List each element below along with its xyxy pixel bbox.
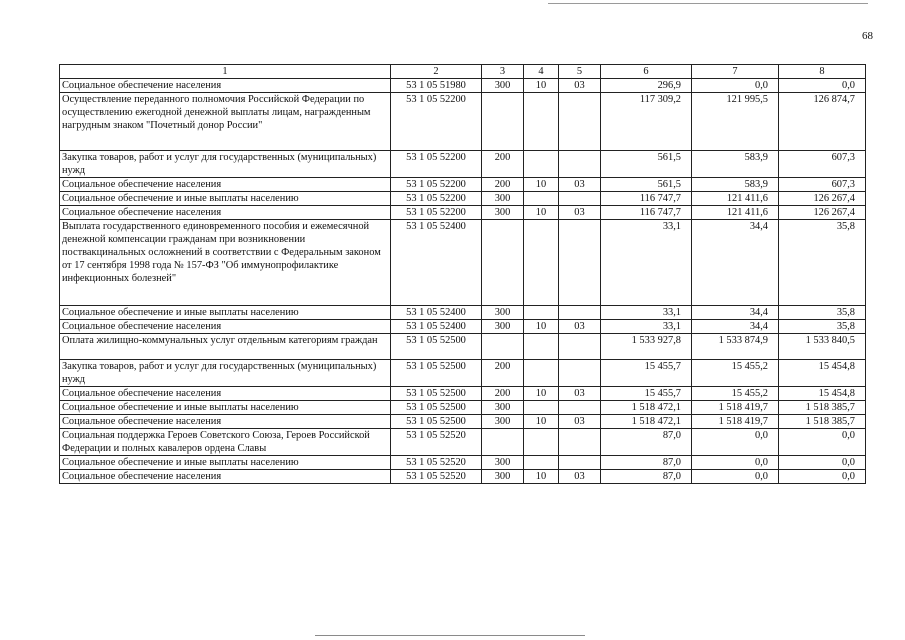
cell-item-name: Социальное обеспечение и иные выплаты населению [60,306,391,320]
cell-expense-type: 300 [482,206,524,220]
cell-target-code: 53 1 05 51980 [391,79,482,93]
table-row [60,206,866,220]
cell-amount-2021: 0,0 [692,429,779,456]
table-row [60,79,866,93]
column-header-3: 3 [482,65,524,79]
cell-section: 10 [524,387,559,401]
cell-expense-type: 300 [482,456,524,470]
cell-subsection: 03 [559,470,601,484]
column-header-4: 4 [524,65,559,79]
cell-amount-2022: 0,0 [779,470,866,484]
cell-target-code: 53 1 05 52200 [391,206,482,220]
cell-target-code: 53 1 05 52200 [391,151,482,178]
cell-section [524,192,559,206]
cell-amount-2021: 121 411,6 [692,192,779,206]
cell-amount-2020: 117 309,2 [601,93,692,151]
table-row [60,456,866,470]
cell-amount-2020: 87,0 [601,456,692,470]
cell-expense-type: 300 [482,192,524,206]
cell-target-code: 53 1 05 52200 [391,93,482,151]
cell-subsection: 03 [559,387,601,401]
cell-item-name: Социальное обеспечение населения [60,320,391,334]
cell-section [524,220,559,306]
cell-amount-2020: 87,0 [601,470,692,484]
column-header-7: 7 [692,65,779,79]
cell-amount-2021: 15 455,2 [692,387,779,401]
cell-target-code: 53 1 05 52400 [391,320,482,334]
cell-amount-2022: 15 454,8 [779,387,866,401]
cell-target-code: 53 1 05 52500 [391,401,482,415]
cell-section [524,334,559,360]
cell-amount-2021: 0,0 [692,456,779,470]
cell-amount-2020: 116 747,7 [601,192,692,206]
cell-amount-2022: 35,8 [779,220,866,306]
cell-amount-2020: 33,1 [601,320,692,334]
cell-target-code: 53 1 05 52400 [391,306,482,320]
cell-amount-2021: 583,9 [692,178,779,192]
cell-section: 10 [524,470,559,484]
cell-amount-2020: 33,1 [601,220,692,306]
cell-amount-2022: 15 454,8 [779,360,866,387]
cell-item-name: Выплата государственного единовременного пособия и ежемесячной денежной компенсации гражданам при возникновении поствакцинальных осложнений в соответствии с Федеральным законом от 17 сентября 1998 года № 157-ФЗ "Об иммунопрофилактике инфекционных болезней" [60,220,391,306]
cell-subsection [559,334,601,360]
cell-expense-type: 200 [482,387,524,401]
cell-expense-type: 300 [482,401,524,415]
cell-section [524,429,559,456]
cell-item-name: Социальное обеспечение населения [60,206,391,220]
cell-amount-2021: 34,4 [692,220,779,306]
cell-subsection: 03 [559,178,601,192]
cell-amount-2020: 561,5 [601,151,692,178]
cell-amount-2020: 1 518 472,1 [601,415,692,429]
table-row [60,220,866,306]
cell-item-name: Социальное обеспечение населения [60,79,391,93]
cell-expense-type [482,220,524,306]
page-number: 68 [862,30,873,42]
cell-item-name: Закупка товаров, работ и услуг для государственных (муниципальных) нужд [60,151,391,178]
cell-expense-type: 300 [482,320,524,334]
cell-amount-2020: 1 518 472,1 [601,401,692,415]
table-row [60,470,866,484]
cell-amount-2022: 35,8 [779,306,866,320]
cell-amount-2021: 121 411,6 [692,206,779,220]
cell-amount-2020: 15 455,7 [601,360,692,387]
cell-amount-2021: 0,0 [692,79,779,93]
cell-subsection [559,360,601,387]
cell-amount-2022: 126 267,4 [779,192,866,206]
cell-amount-2021: 121 995,5 [692,93,779,151]
table-row [60,415,866,429]
cell-target-code: 53 1 05 52400 [391,220,482,306]
cell-amount-2020: 87,0 [601,429,692,456]
cell-target-code: 53 1 05 52520 [391,429,482,456]
column-header-5: 5 [559,65,601,79]
cell-amount-2020: 1 533 927,8 [601,334,692,360]
cell-subsection [559,429,601,456]
cell-item-name: Осуществление переданного полномочия Российской Федерации по осуществлению ежегодной денежной выплаты лицам, награжденным нагрудным знаком "Почетный донор России" [60,93,391,151]
cell-amount-2022: 126 874,7 [779,93,866,151]
cell-item-name: Социальное обеспечение населения [60,470,391,484]
column-header-8: 8 [779,65,866,79]
cell-subsection: 03 [559,415,601,429]
cell-target-code: 53 1 05 52520 [391,456,482,470]
cell-item-name: Социальное обеспечение и иные выплаты населению [60,456,391,470]
cell-target-code: 53 1 05 52500 [391,387,482,401]
cell-subsection [559,93,601,151]
cell-target-code: 53 1 05 52500 [391,334,482,360]
cell-item-name: Социальная поддержка Героев Советского Союза, Героев Российской Федерации и полных кавалеров ордена Славы [60,429,391,456]
cell-expense-type [482,93,524,151]
cell-amount-2022: 0,0 [779,79,866,93]
cell-subsection [559,401,601,415]
cell-subsection: 03 [559,79,601,93]
cell-subsection [559,151,601,178]
cell-amount-2022: 35,8 [779,320,866,334]
cell-subsection [559,192,601,206]
cell-section [524,306,559,320]
cell-section: 10 [524,79,559,93]
cell-expense-type: 200 [482,360,524,387]
cell-expense-type [482,429,524,456]
cell-subsection [559,306,601,320]
table-header-row [60,65,866,79]
cell-item-name: Социальное обеспечение и иные выплаты населению [60,401,391,415]
cell-amount-2021: 1 518 419,7 [692,401,779,415]
cell-item-name: Социальное обеспечение населения [60,178,391,192]
cell-target-code: 53 1 05 52500 [391,360,482,387]
cell-amount-2022: 0,0 [779,429,866,456]
cell-amount-2021: 34,4 [692,320,779,334]
cell-target-code: 53 1 05 52520 [391,470,482,484]
cell-section: 10 [524,415,559,429]
table-row [60,320,866,334]
cell-amount-2022: 126 267,4 [779,206,866,220]
cell-expense-type [482,334,524,360]
column-header-6: 6 [601,65,692,79]
cell-amount-2020: 116 747,7 [601,206,692,220]
table-row [60,178,866,192]
cell-section: 10 [524,178,559,192]
cell-target-code: 53 1 05 52200 [391,178,482,192]
cell-amount-2020: 296,9 [601,79,692,93]
cell-amount-2022: 1 518 385,7 [779,401,866,415]
table-row [60,151,866,178]
cell-subsection: 03 [559,320,601,334]
cell-item-name: Закупка товаров, работ и услуг для государственных (муниципальных) нужд [60,360,391,387]
cell-section [524,456,559,470]
cell-section: 10 [524,320,559,334]
cell-item-name: Социальное обеспечение населения [60,387,391,401]
cell-item-name: Социальное обеспечение и иные выплаты населению [60,192,391,206]
cell-subsection [559,456,601,470]
cell-amount-2020: 561,5 [601,178,692,192]
column-header-2: 2 [391,65,482,79]
cell-amount-2021: 1 533 874,9 [692,334,779,360]
cell-expense-type: 300 [482,306,524,320]
cell-amount-2021: 583,9 [692,151,779,178]
cell-expense-type: 300 [482,79,524,93]
cell-section [524,401,559,415]
table-row [60,93,866,151]
cell-section: 10 [524,206,559,220]
table-row [60,306,866,320]
cell-amount-2020: 33,1 [601,306,692,320]
cell-amount-2021: 0,0 [692,470,779,484]
budget-table [59,64,866,484]
column-header-1: 1 [60,65,391,79]
cell-amount-2022: 0,0 [779,456,866,470]
cell-amount-2021: 15 455,2 [692,360,779,387]
cell-expense-type: 200 [482,178,524,192]
cell-subsection [559,220,601,306]
cell-expense-type: 300 [482,470,524,484]
table-row [60,360,866,387]
cell-subsection: 03 [559,206,601,220]
bottom-rule [315,635,585,636]
cell-section [524,360,559,387]
cell-item-name: Оплата жилищно-коммунальных услуг отдельным категориям граждан [60,334,391,360]
cell-section [524,93,559,151]
cell-amount-2021: 1 518 419,7 [692,415,779,429]
cell-amount-2022: 1 518 385,7 [779,415,866,429]
table-row [60,192,866,206]
table-row [60,334,866,360]
cell-item-name: Социальное обеспечение населения [60,415,391,429]
cell-section [524,151,559,178]
cell-target-code: 53 1 05 52200 [391,192,482,206]
cell-target-code: 53 1 05 52500 [391,415,482,429]
table-row [60,387,866,401]
cell-expense-type: 300 [482,415,524,429]
cell-amount-2022: 607,3 [779,151,866,178]
cell-amount-2021: 34,4 [692,306,779,320]
top-rule [548,3,868,4]
cell-amount-2022: 607,3 [779,178,866,192]
table-row [60,429,866,456]
cell-amount-2020: 15 455,7 [601,387,692,401]
cell-expense-type: 200 [482,151,524,178]
table-row [60,401,866,415]
cell-amount-2022: 1 533 840,5 [779,334,866,360]
